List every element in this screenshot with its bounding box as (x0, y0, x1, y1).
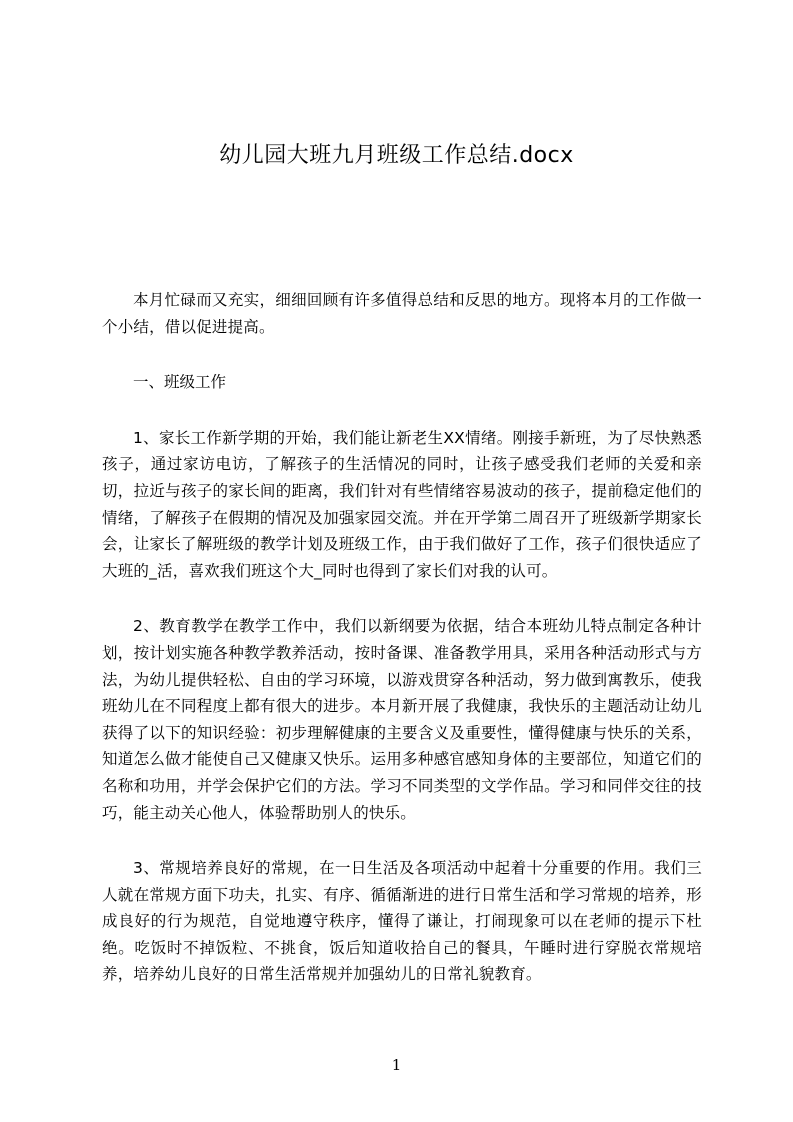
page-number: 1 (391, 1056, 402, 1074)
section-heading: 一、班级工作 (133, 373, 227, 392)
document-body (102, 287, 702, 1017)
document-title: 幼儿园大班九月班级工作总结.docx (219, 143, 574, 168)
paragraph-item-3: 3、常规培养良好的常规，在一日生活及各项活动中起着十分重要的作用。我们三人就在常规方面下功夫，扎实、有序、循循渐进的进行日常生活和学习常规的培养，形成良好的行为规范，自觉地遵守秩序，懂得了谦让，打闹现象可以在老师的提示下杜绝。吃饭时不掉饭粒、不挑食，饭后知道收拾自己的餐具，午睡时进行穿脱衣常规培养，培养幼儿良好的日常生活常规并加强幼儿的日常礼貌教育。 (102, 859, 702, 984)
paragraph-item-1: 1、家长工作新学期的开始，我们能让新老生XX情绪。刚接手新班，为了尽快熟悉孩子，通过家访电访，了解孩子的生活情况的同时，让孩子感受我们老师的关爱和亲切，拉近与孩子的家长间的距离，我们针对有些情绪容易波动的孩子，提前稳定他们的情绪，了解孩子在假期的情况及加强家园交流。并在开学第二周召开了班级新学期家长会，让家长了解班级的教学计划及班级工作，由于我们做好了工作，孩子们很快适应了大班的_活，喜欢我们班这个大_同时也得到了家长们对我的认可。 (102, 428, 702, 580)
intro-paragraph: 本月忙碌而又充实，细细回顾有许多值得总结和反思的地方。现将本月的工作做一个小结，借以促进提高。 (102, 291, 702, 336)
paragraph-item-2: 2、教育教学在教学工作中，我们以新纲要为依据，结合本班幼儿特点制定各种计划，按计划实施各种教学教养活动，按时备课、准备教学用具，采用各种活动形式与方法，为幼儿提供轻松、自由的学习环境，以游戏贯穿各种活动，努力做到寓教乐，使我班幼儿在不同程度上都有很大的进步。本月新开展了我健康，我快乐的主题活动让幼儿获得了以下的知识经验：初步理解健康的主要含义及重要性，懂得健康与快乐的关系，知道怎么做才能使自己又健康又快乐。运用多种感官感知身体的主要部位，知道它们的名称和功用，并学会保护它们的方法。学习不同类型的文学作品。学习和同伴交往的技巧，能主动关心他人，体验帮助别人的快乐。 (102, 617, 702, 822)
